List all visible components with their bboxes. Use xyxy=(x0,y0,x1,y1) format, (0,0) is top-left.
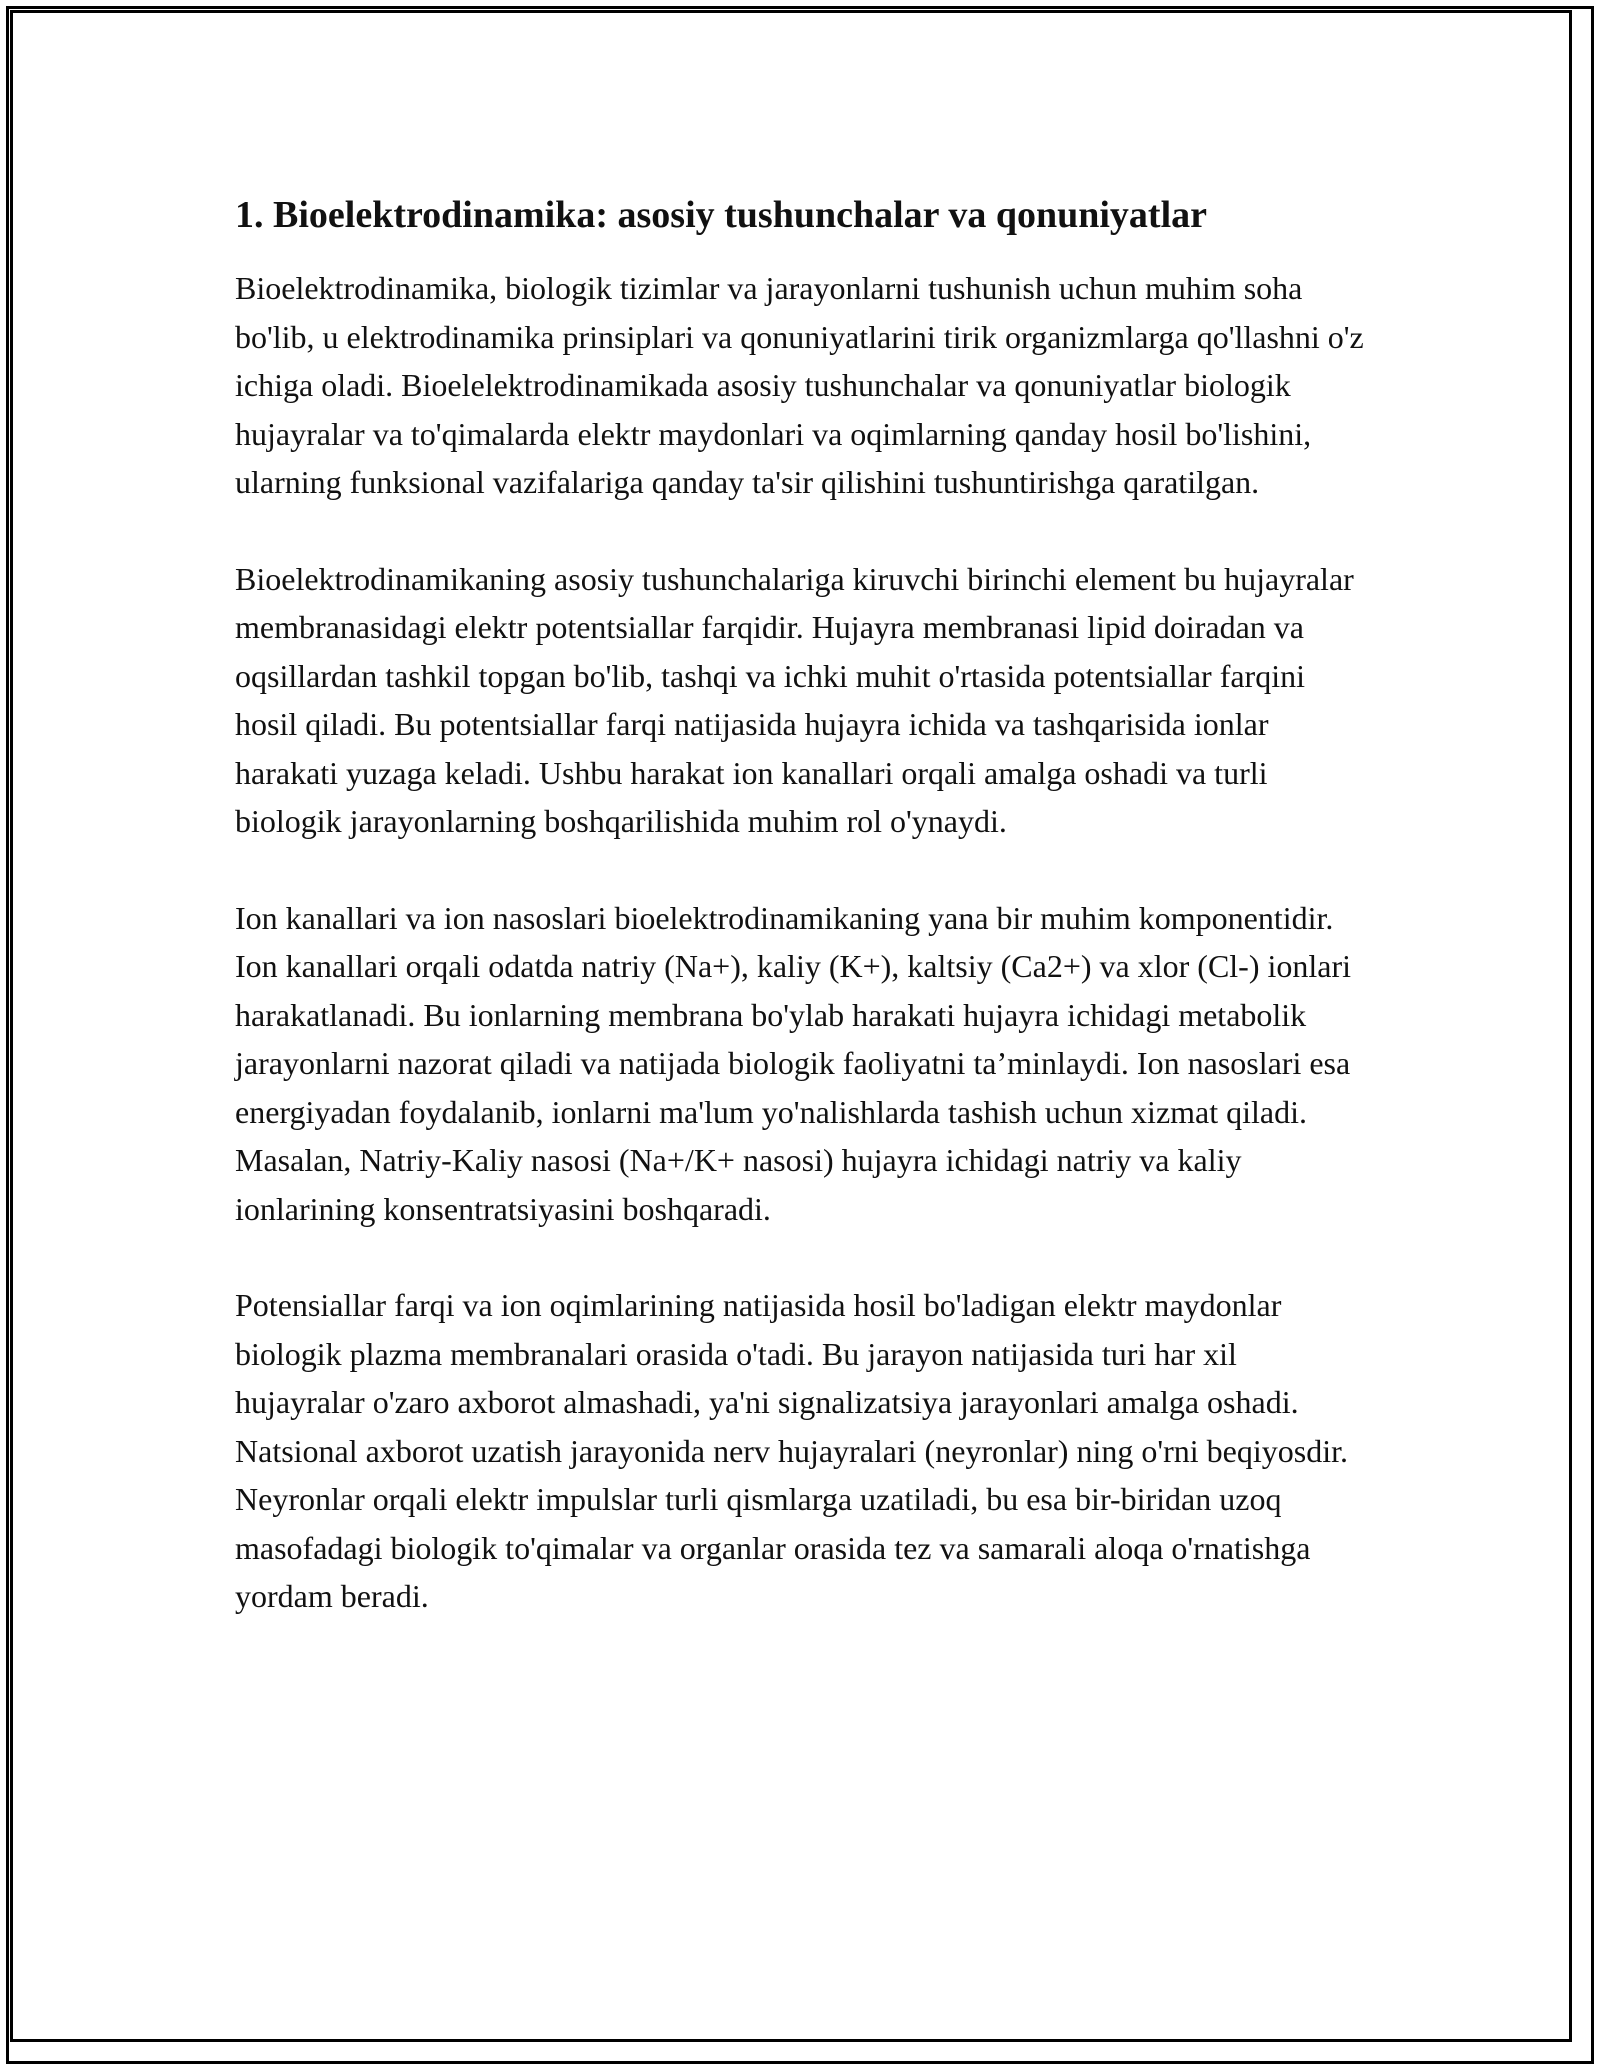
paragraph-1: Bioelektrodinamika, biologik tizimlar va jarayonlarni tushunish uchun muhim soha bo'lib, u elektrodinamika prinsiplari va qonuniyatlarini tirik organizmlarga qo'llashni o'z ichiga oladi. Bioelelektrodinamikada asosiy tushunchalar va qonuniyatlar biologik hujayralar va to'qimalarda elektr maydonlari va oqimlarning qanday hosil bo'lishini, ularning funksional vazifalariga qanday ta'sir qilishini tushuntirishga qaratilgan. xyxy=(235,270,1364,500)
paragraph-2: Bioelektrodinamikaning asosiy tushunchalariga kiruvchi birinchi element bu hujayralar membranasidagi elektr potentsiallar farqidir. Hujayra membranasi lipid doiradan va oqsillardan tashkil topgan bo'lib, tashqi va ichki muhit o'rtasida potentsiallar farqini hosil qiladi. Bu potentsiallar farqi natijasida hujayra ichida va tashqarisida ionlar harakati yuzaga keladi. Ushbu harakat ion kanallari orqali amalga oshadi va turli biologik jarayonlarning boshqarilishida muhim rol o'ynaydi. xyxy=(235,560,1354,839)
document-body xyxy=(235,190,1365,1669)
section-title: 1. Bioelektrodinamika: asosiy tushunchalar va qonuniyatlar xyxy=(235,194,1208,236)
paragraph-4: Potensiallar farqi va ion oqimlarining natijasida hosil bo'ladigan elektr maydonlar biologik plazma membranalari orasida o'tadi. Bu jarayon natijasida turi har xil hujayralar o'zaro axborot almashadi, ya'ni signalizatsiya jarayonlari amalga oshadi. Natsional axborot uzatish jarayonida nerv hujayralari (neyronlar) ning o'rni beqiyosdir. Neyronlar orqali elektr impulslar turli qismlarga uzatiladi, bu esa bir-biridan uzoq masofadagi biologik to'qimalar va organlar orasida tez va samarali aloqa o'rnatishga yordam beradi. xyxy=(235,1287,1348,1614)
paragraph-3: Ion kanallari va ion nasoslari bioelektrodinamikaning yana bir muhim komponentidir. Ion kanallari orqali odatda natriy (Na+), kaliy (K+), kaltsiy (Ca2+) va xlor (Cl-) ionlari harakatlanadi. Bu ionlarning membrana bo'ylab harakati hujayra ichidagi metabolik jarayonlarni nazorat qiladi va natijada biologik faoliyatni ta’minlaydi. Ion nasoslari esa energiyadan foydalanib, ionlarni ma'lum yo'nalishlarda tashish uchun xizmat qiladi. Masalan, Natriy-Kaliy nasosi (Na+/K+ nasosi) hujayra ichidagi natriy va kaliy ionlarining konsentratsiyasini boshqaradi. xyxy=(235,899,1352,1227)
